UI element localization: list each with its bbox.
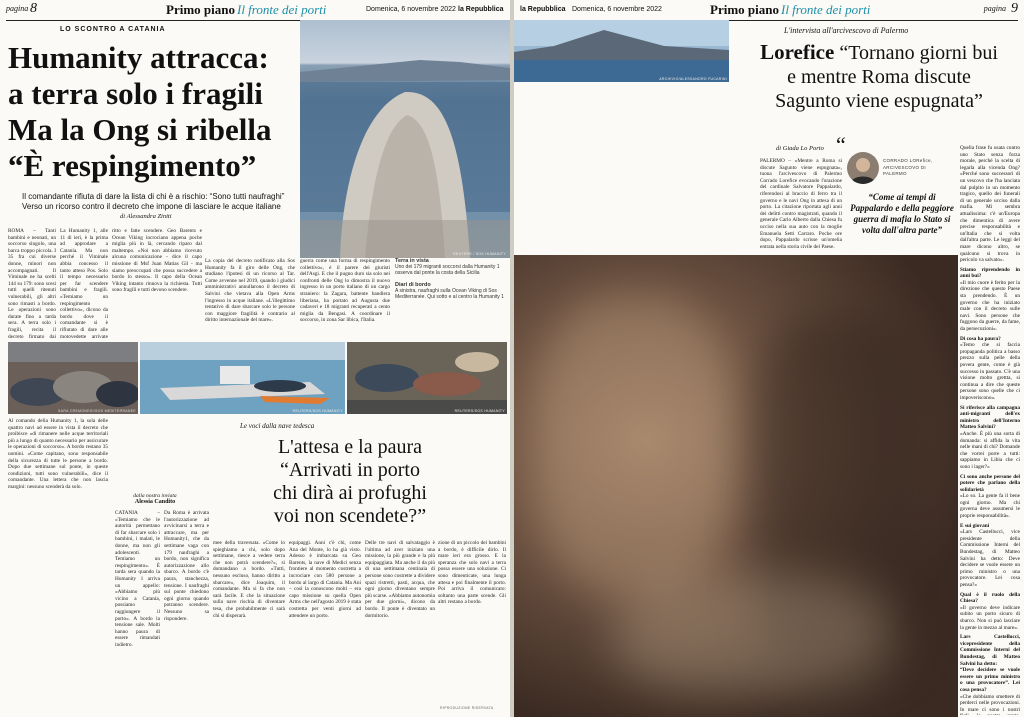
left-page xyxy=(0,0,510,717)
feature-byline-block xyxy=(115,493,195,505)
pull-quote: “Come ai tempi di Pappalardo e della peggiore guerra di mafia lo Stato si volta dall'altra parte” xyxy=(850,192,954,235)
feature-headline-line-1: L'attesa e la paura xyxy=(277,436,423,458)
interviewee-block xyxy=(847,152,947,197)
left-paper: la Repubblica xyxy=(458,6,504,13)
right-byline: di Giada Lo Porto xyxy=(776,145,824,152)
right-page-number: 9 xyxy=(1011,1,1018,16)
left-page-number: 8 xyxy=(30,1,37,16)
body-col-1: ROMA – Tanti bambini e neonati, un soccorso singolo, una barca troppo piccola. I 35 fra cui diverse donne, minori non accompagnati. Il Viminale ne ha scelti 144 su 179: sono scesi tutti quelli ritenuti vulnerabili, gli altri sono rimasti a bordo. Le operazioni sono durate fino a tarda sera. A terra solo i fragili, recita il decreto firmato dai xyxy=(8,228,56,338)
blur-shape-1 xyxy=(534,295,734,595)
qa-q3: Si riferisce alla campagna anti-migranti dell'ex ministro dell'Interno Matteo Salvini? xyxy=(960,404,1020,431)
qa-q5: E sui giovani xyxy=(960,522,990,529)
qa-a1: «Il mio cuore è ferito per la direzione che questo Paese sta prendendo. È un governo che ha iniziato male con il decreto sulle navi. Sono persone che fuggono da guerre, da fame, da persecuzioni». xyxy=(960,279,1020,333)
feature-headline-line-2: “Arrivati in porto xyxy=(280,459,420,481)
feature-headline-line-3: chi dirà ai profughi xyxy=(273,482,427,504)
left-section: Primo piano xyxy=(166,2,235,17)
box-terra-in-vista xyxy=(395,258,507,300)
right-headline-line-3: Sagunto viene espugnata” xyxy=(775,90,983,112)
feature-col-2: Da Roma è arrivata l'autorizzazione ad avvicinarsi a terra e attraccare, ma per Humanity1, che da settimane vaga con 179 naufraghi a bordo, non significa autorizzazione allo sbarco. A bordo c'è paura, stanchezza, tensione. I naufraghi sul ponte chiedono ogni giorno quando potranno scendere. Nessuno sa rispondere. xyxy=(164,510,209,622)
body-col-3: Al comando della Humanity 1, la sola delle quattro navi ad essere in vista il decreto che proibisce «di rimanere nelle acque territoriali più a lungo di quanto necessario per assicurare le operazioni di soccorso». A bordo restano 35 uomini. «Come capitano, sono responsabile della sicurezza di tutte le persone a bordo. Dopo due settimane sul ponte, in queste condizioni, tutti sono vulnerabili», dice il comandante. Una lettera che non lascia margini: nessuno scenderà da solo. xyxy=(8,418,108,490)
qa-q4: Ci sono anche persone del potere che parlano della solidarietà xyxy=(960,473,1020,493)
qa-a2: «Temo che si faccia propaganda politica a basso prezzo sulla pelle della povera gente, come è già successo in passato. C'è una visione molto grettta, si continua a dire che queste persone sono quelle che ci impoveriscono». xyxy=(960,342,1020,401)
right-headline xyxy=(734,40,1024,113)
left-kicker: LO SCONTRO A CATANIA xyxy=(60,26,166,33)
right-headline-line-1 xyxy=(734,40,1024,65)
qa-q6: Qual è il ruolo della Chiesa? xyxy=(960,591,1020,605)
right-section: Primo piano xyxy=(710,2,779,17)
left-subhead xyxy=(22,192,292,212)
feature-col-6: zione di un piccolo dei bambini a bordo, è difficile dirlo. Il mare ieri era grosso. E la speranza che solo navi a terra possa essere una soluzione. Ci sono dimenticate, una lunga attesa e poi finalmente il porto. Poi arriva il comunicato: soltanto una parte scende. Gli altri restano a bordo. xyxy=(438,540,506,606)
box-title-1: Terra in vista xyxy=(395,258,429,264)
photo-hooded-migrant xyxy=(300,20,510,258)
left-headline xyxy=(8,40,298,184)
subhead-1: Il comandante rifiuta di dare la lista di chi è a rischio: “Sono tutti naufraghi” xyxy=(22,192,285,201)
blurred-ad-area xyxy=(514,255,958,717)
left-date: Domenica, 6 novembre 2022 xyxy=(366,6,456,13)
qa-q7: Lars Castellucci, vicepresidente della Commissione Interni del Bundestag, di Matteo Salvini ha detto: xyxy=(960,634,1020,667)
right-page-label: pagina xyxy=(983,4,1006,13)
right-photo-credit: ARCHIVIO/ALESSANDRO FUCARINI xyxy=(659,77,727,81)
qa-q8: “Deve decidere se vuole essere un primo ministro o una provocatore”. Lei cosa pensa? xyxy=(960,667,1020,693)
body-col-2: La Humanity 1, alle 11 di ieri, è la prima ad approdare a Catania. Ma non perché il Viminale abbia concesso il tanto atteso Pos. Solo il tempo necessario per far scendere bambini e fragili. «Temiamo un respingimento collettivo», dicono da bordo dove il comandante si è rifiutato di dare alle motovedette arrivate xyxy=(60,228,108,338)
right-masthead xyxy=(520,1,1018,20)
feature-col-3: mee della traversata. «Come lo spieghiamo a chi, solo dopo settimane, riesce a vedere terra che non potrà scendere?», si domandano a bordo. «Tutti, nessuno escluso, hanno diritto a sbarcare», dice Joaquim, il comandante. Ma si fa che non sarà facile. E che la situazione sulla nave rischia di diventare tesa, che probabilmente ci sarà chi si disperarà. xyxy=(213,540,285,619)
right-paper: la Repubblica xyxy=(520,6,566,13)
photo-sleeping-migrants xyxy=(347,342,507,414)
box-text-2: A sinistra, naufraghi sulla Ocean Viking di Sos Mediterranée. Qui sotto e al centro la Humanity 1 xyxy=(395,288,504,300)
feature-col-5: Delle tre navi di salvataggio è l'ultima ad aver iniziato una missione, la più grande e la più equipaggiata. Ma anche il da più di una settimana centinaia di persone sono costrette a dividere spazi ristretti, pasti, acqua, che ogni giorno diventano sempre più scarse. «Abbiamo autonomia per due giorni», dicono da bordo. Il ponte è diventato un dormitorio. xyxy=(365,540,435,619)
qa-q1: Stiamo riprendendo in anni bui? xyxy=(960,266,1020,280)
feature-headline-line-4: voi non scendete?” xyxy=(273,505,427,527)
right-headline-line-2: e mentre Roma discute xyxy=(787,66,971,88)
qa-q2: Di cosa ha paura? xyxy=(960,335,1001,342)
photo-credit-3: REUTERS/SOS HUMANITY xyxy=(454,409,505,413)
headline-line-1: Humanity attracca: xyxy=(8,40,269,75)
left-byline: di Alessandra Ziniti xyxy=(120,213,172,220)
right-date: Domenica, 6 novembre 2022 xyxy=(572,6,662,13)
footer-credit: RIPRODUZIONE RISERVATA xyxy=(440,706,494,710)
headline-line-2: a terra solo i fragili xyxy=(8,76,263,111)
left-page-label: pagina xyxy=(6,4,29,13)
left-section-sub: Il fronte dei porti xyxy=(236,2,327,17)
qa-intro: Quella frase fu usata contro uno Stato senza forza morale, perché la scelta di legarla alla vicenda Ong? «Perché sono successori di un vescovo che l'ha lanciata dal pulpito in un momento tragico, quello dei funerali di un generale ucciso dalla mafia. Mi sembra attualissima: c'è un'Europa che dimentica di avere precise responsabilità e un'Italia che si volta dall'altra parte. Le leggi del mare dicono altro, se qualcuno si trova in pericolo va salvato». xyxy=(960,145,1020,264)
right-body-col-1: PALERMO – «Mentre a Roma si discute Sagunto viene espugnata», tuona l'arcivescovo di Palermo Corrado Lorefice evocando l'orazione del cardinale Salvatore Pappalardo, riferendosi al braccio di ferro tra il governo e le navi Ong in attesa di un porto. La citazione riportata agli anni dei delitti contro magistrati, quando il generale Carlo Alberto dalla Chiesa fu ucciso nella sua auto con la moglie Emanuela Setti Carraro. Poche ore dopo, Pappalardo scrisse un'omelia entrata nella storia civile del Paese. xyxy=(760,158,842,250)
right-kicker: L'intervista all'arcivescovo di Palermo xyxy=(784,26,909,35)
photo-credit-1: SARA CREMONESI/SOS MEDITERRANEE xyxy=(58,409,136,413)
left-section-title xyxy=(166,2,326,18)
interviewee-name: CORRADO LORefice, xyxy=(883,158,933,163)
photo-rescue-boat xyxy=(140,342,345,414)
qa-a6: «Il governo deve indicare subito un porto sicuro di sbarco. Non si può lasciare la gente in mezzo al mare». xyxy=(960,604,1020,631)
right-headline-quote-1: “Tornano giorni bui xyxy=(839,42,998,64)
photo-people-on-deck xyxy=(8,342,138,414)
body-col-4: ritto e fatte scendere. Geo Barents e Ocean Viking incrociano appena poche miglia più in là, cercando riparo dal maltempo. «Noi non abbiamo ricevuto alcuna comunicazione - dice il capo missione di Msf Juan Matias Gil - ma siamo preoccupati che possa succedere a bordo lo stesso». Il capo della Ocean Viking intanto rinnova la richiesta. Tutti sono fragili e tutti devono scendere. xyxy=(112,228,202,294)
photo-credit-top: REUTERS / SOS HUMANITY xyxy=(453,252,506,256)
right-section-title xyxy=(710,2,870,18)
pull-quote-mark-icon: “ xyxy=(836,132,846,157)
headline-line-4: “È respingimento” xyxy=(8,148,257,183)
right-page xyxy=(514,0,1024,717)
body-col-5: La copia del decreto notificato alla Sos Humanity fa il giro delle Ong, che studiano l'ipotesi di un ricorso al Tar. Come avvenne nel 2019, quando i giudici amministrativi annullarono il decreto di Salvini che vietava alla Open Arms l'ingresso in acque italiane. «L'illegittimo tentativo di dare sbarcare solo le persone con maggiore fragilità è contrario al diritto internazionale del mare». xyxy=(205,258,295,324)
qa-a8: «Che dobbiamo smettere di perderci nelle provocazioni. In mare ci sono i nostri xyxy=(960,693,1020,713)
feature-col-4: equipaggi. Anni c'è chi, come Ana del Monte, lo ha già visto. Adesso è imbarcata su Geo Barents, la nave di Medici senza frontiere al momento costretta a incrociare con 580 persone a bordo al largo di Catania. Ma Ani – così la conoscono molti – era capo missione su quella Open Arms che nell'agosto 2019 è stata costretta per venti giorni ad attendere un porto. xyxy=(289,540,361,619)
headline-line-3: Ma la Ong si ribella xyxy=(8,112,272,147)
qa-column xyxy=(960,145,1020,715)
feature-headline xyxy=(200,436,500,528)
left-masthead xyxy=(6,1,504,20)
headline-name: Lorefice xyxy=(760,40,835,64)
blur-shape-3 xyxy=(614,575,894,695)
feature-byline: Alessia Candito xyxy=(134,499,176,505)
interviewee-portrait xyxy=(847,152,879,184)
qa-a5: «Lars Castellucci, vice presidente della Commissione Interni del Bundestag, di Matteo Salvini ha detto: Deve decidere se vuole essere un primo ministro o una provocatore. Lei cosa pensa?» xyxy=(960,529,1020,588)
subhead-2: Verso un ricorso contro il decreto che impone di lasciare le acque italiane xyxy=(22,202,281,211)
feature-kicker: Le voci dalla nave tedesca xyxy=(240,422,315,430)
qa-a4: «Lo so. La gente fa il bene ogni giorno. Ma chi governa deve assumersi le proprie responsabilità». xyxy=(960,493,1020,520)
box-text-1: Uno dei 179 migranti soccorsi dalla Humanity 1 osserva dal ponte la costa della Sicilia xyxy=(395,264,500,276)
box-title-2: Diari di bordo xyxy=(395,282,431,288)
feature-sent: dalla nostra inviata xyxy=(133,493,177,499)
interviewee-role: ARCIVESCOVO DI PALERMO xyxy=(883,165,926,176)
right-section-sub: Il fronte dei porti xyxy=(780,2,871,17)
body-col-6: guerra come una forma di respingimento collettivo», è il parere dei giuristi dell'Asgi. E che il pugno duro sia solo nei confronti delle Ong lo dimostra il nuovo ingresso in un porto italiano di un cargo straniero: la Zagara, battente bandiera liberiana, ha portato ad Augusta due cadaveri e 18 migranti recuperati a cento miglia da Bengasi. A coordinare il soccorso, in zona Sar libica, l'Italia. xyxy=(300,258,390,324)
hooded-figure-illustration xyxy=(300,20,510,258)
feature-col-1: CATANIA – «Temiamo che le autorità permettano di far sbarcare solo i bambini, i malati, le donne, ma non gli adolescenti. Temiamo un respingimento». È tarda sera quando la Humanity 1 arriva un appello: «Abbiamo più vicino a Catania, possiamo raggiungere il porto». A bordo la tensione sale. Molti hanno paura di essere rimandati indietro. xyxy=(115,510,160,648)
photo-credit-2: REUTERS/SOS HUMANITY xyxy=(292,409,343,413)
qa-a3: «Anche. È più una sorta di domanda: si affida la vita nelle mani di chi? Domande che vorrei porre a tutti: sappiamo in Libia che ci sono i lager?» xyxy=(960,430,1020,470)
photo-sicilian-coast xyxy=(514,20,729,82)
